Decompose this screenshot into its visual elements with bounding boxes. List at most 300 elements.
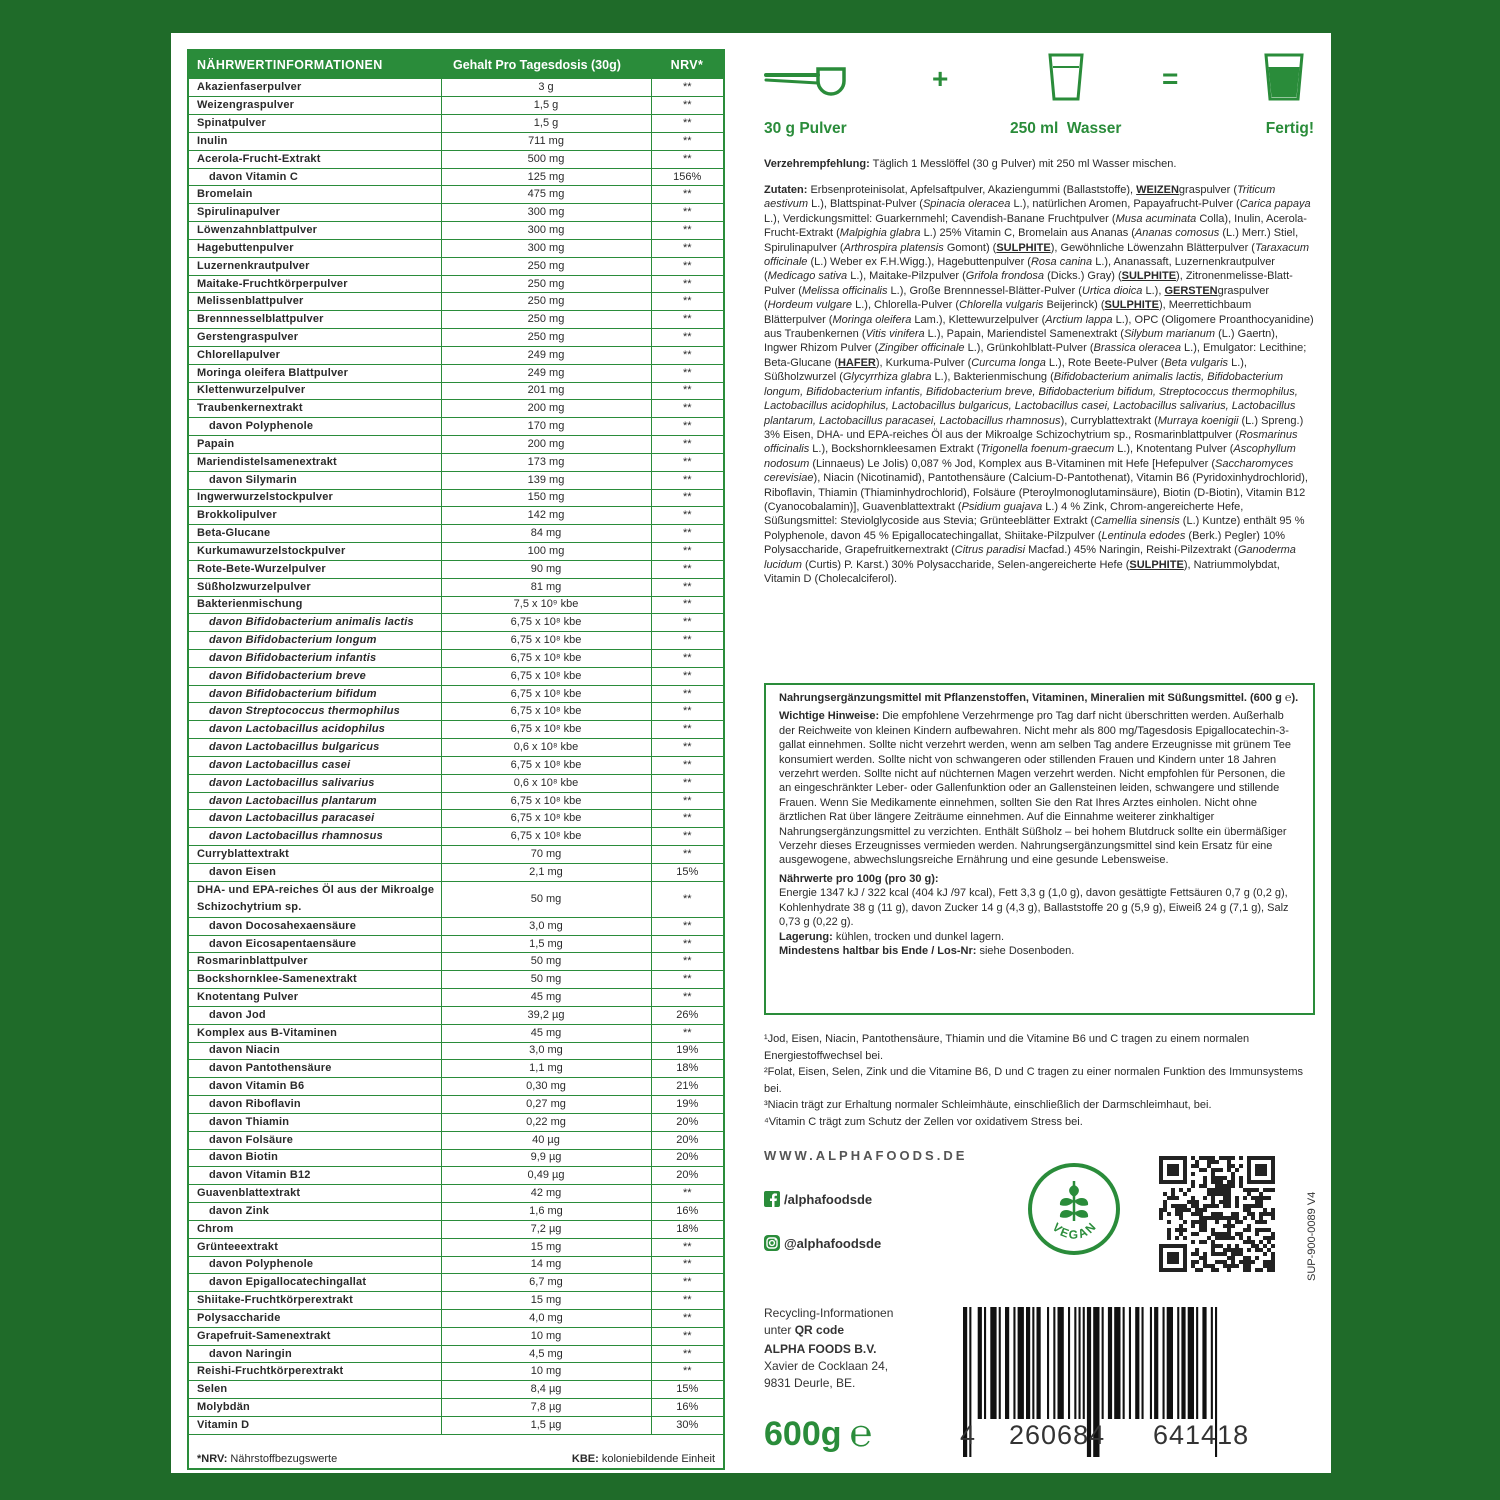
nutrient-nrv: ** [651, 471, 723, 489]
nutrient-nrv: ** [651, 97, 723, 115]
table-row [189, 953, 723, 971]
nutrient-nrv: ** [651, 881, 723, 917]
nutrient-amount: 14 mg [441, 1256, 651, 1274]
nutrient-nrv: 15% [651, 863, 723, 881]
nutrient-name: Grapefruit-Samenextrakt [189, 1327, 441, 1345]
table-row [189, 1060, 723, 1078]
table-row [189, 275, 723, 293]
table-row [189, 846, 723, 864]
nutrient-name: davon Bifidobacterium animalis lactis [189, 614, 441, 632]
nutrient-nrv: 20% [651, 1167, 723, 1185]
claim-1: ¹Jod, Eisen, Niacin, Pantothensäure, Thiamin und die Vitamine B6 und C tragen zu einem normalen Energiestoffwechsel bei. [764, 1033, 1250, 1062]
nutrient-nrv: ** [651, 792, 723, 810]
nutrient-nrv: ** [651, 257, 723, 275]
nutrient-amount: 500 mg [441, 150, 651, 168]
estimate-sign-icon: ℮ [849, 1413, 873, 1455]
nutrient-name: Traubenkernextrakt [189, 400, 441, 418]
svg-text:VEGAN: VEGAN [1049, 1218, 1100, 1242]
nutrient-name: davon Naringin [189, 1345, 441, 1363]
nutrient-nrv: ** [651, 650, 723, 668]
nutrient-name: davon Vitamin B6 [189, 1078, 441, 1096]
nutrient-nrv: ** [651, 453, 723, 471]
nutrient-amount: 1,1 mg [441, 1060, 651, 1078]
nutrient-name: davon Folsäure [189, 1131, 441, 1149]
nutrient-amount: 1,6 mg [441, 1203, 651, 1221]
table-row [189, 971, 723, 989]
nutrient-name: davon Bifidobacterium infantis [189, 650, 441, 668]
nutrient-nrv: ** [651, 436, 723, 454]
nutrient-name: Grünteeextrakt [189, 1238, 441, 1256]
nutrient-amount: 200 mg [441, 400, 651, 418]
nutrient-nrv: ** [651, 115, 723, 133]
warnings: Wichtige Hinweise: Die empfohlene Verzehrmenge pro Tag darf nicht überschritten werden. Außerhalb der Reichweite von kleinen Kindern aufbewahren. Nicht mehr als 800 mg/Tagesdosis Epigallocatechin-3-gallat einnehmen. Sollte nicht verzehrt werden, wenn am selben Tag andere Erzeugnisse mit grünem Tee konsumiert werden. Sollte nicht von schwangeren oder stillenden Frauen und Kindern unter 18 Jahren verzehrt werden. Sollte nicht auf nüchternen Magen verzehrt werden. Nicht empfohlen für Personen, die an eingeschränkter Leber- oder Gallenfunktion oder an Gallensteinen leiden, schwangere und stillende Frauen. Wenn Sie Medikamente einnehmen, sollten Sie den Rat Ihres Arztes einholen. Nicht ohne ärztlichen Rat über längere Zeiträume einnehmen. Auf die Einnahme weiterer zinkhaltiger Nahrungsergänzungsmittel zu verzichten. Enthält Süßholz – bei hohem Blutdruck sollte ein übermäßiger Verzehr dieses Erzeugnisses vermieden werden. Nahrungsergänzungsmittel sind kein Ersatz für eine ausgewogene, abwechslungsreiche Ernährung und eine gesunde Lebensweise. [779, 710, 1291, 867]
table-row [189, 257, 723, 275]
nutrient-name: Chlorellapulver [189, 346, 441, 364]
nutrient-amount: 0,6 x 10⁸ kbe [441, 739, 651, 757]
nutrient-name: davon Vitamin B12 [189, 1167, 441, 1185]
table-row [189, 115, 723, 133]
done-label: Fertig! [1265, 120, 1314, 137]
nutrient-amount: 2,1 mg [441, 863, 651, 881]
nutrient-name: Kurkumawurzelstockpulver [189, 543, 441, 561]
product-description: Nahrungsergänzungsmittel mit Pflanzenstoffen, Vitaminen, Mineralien mit Süßungsmittel. (600 g ℮). [779, 692, 1299, 704]
nutrition-table [187, 49, 725, 1470]
nutrient-amount: 50 mg [441, 881, 651, 917]
table-row [189, 1024, 723, 1042]
nutrient-name: Bockshornklee-Samenextrakt [189, 971, 441, 989]
table-row [189, 1363, 723, 1381]
nutrient-amount: 50 mg [441, 971, 651, 989]
nutrient-amount: 4,0 mg [441, 1309, 651, 1327]
nutrient-name: Rote-Bete-Wurzelpulver [189, 560, 441, 578]
nutrient-amount: 6,75 x 10⁸ kbe [441, 632, 651, 650]
nutrient-name: Bromelain [189, 186, 441, 204]
table-row [189, 881, 723, 917]
nutrient-name: Bakterienmischung [189, 596, 441, 614]
nutrient-amount: 150 mg [441, 489, 651, 507]
nutrient-amount: 84 mg [441, 525, 651, 543]
label-sheet [171, 33, 1331, 1473]
table-row [189, 1203, 723, 1221]
nutrient-name: Acerola-Frucht-Extrakt [189, 150, 441, 168]
nutrient-nrv: ** [651, 132, 723, 150]
nutrient-nrv: ** [651, 685, 723, 703]
nutrient-name: Ingwerwurzelstockpulver [189, 489, 441, 507]
table-row [189, 703, 723, 721]
nutrient-nrv: ** [651, 756, 723, 774]
facebook-link[interactable]: /alphafoodsde [764, 1191, 872, 1207]
table-row [189, 1309, 723, 1327]
nutrient-amount: 250 mg [441, 329, 651, 347]
nutrient-amount: 249 mg [441, 364, 651, 382]
nutrient-nrv: ** [651, 293, 723, 311]
nutrient-name: davon Lactobacillus casei [189, 756, 441, 774]
nutrient-nrv: ** [651, 703, 723, 721]
nutrient-amount: 250 mg [441, 311, 651, 329]
storage: Lagerung: kühlen, trocken und dunkel lagern. [779, 930, 1005, 943]
nutrient-name: Klettenwurzelpulver [189, 382, 441, 400]
nutrient-name: davon Vitamin C [189, 168, 441, 186]
nutrient-nrv: ** [651, 560, 723, 578]
nutrient-amount: 250 mg [441, 257, 651, 275]
nutrient-nrv: 18% [651, 1060, 723, 1078]
table-row [189, 525, 723, 543]
nutrient-name: davon Polyphenole [189, 1256, 441, 1274]
table-row [189, 578, 723, 596]
table-row [189, 311, 723, 329]
barcode-digits-2: 260684 [1009, 1420, 1106, 1450]
nutrient-name: davon Lactobacillus paracasei [189, 810, 441, 828]
nutrient-nrv: 30% [651, 1416, 723, 1434]
nutrient-name: Melissenblattpulver [189, 293, 441, 311]
table-row [189, 685, 723, 703]
nutrient-nrv: ** [651, 989, 723, 1007]
nutrient-amount: 139 mg [441, 471, 651, 489]
table-row [189, 507, 723, 525]
table-row [189, 810, 723, 828]
nutrient-amount: 10 mg [441, 1363, 651, 1381]
nutrient-name: davon Biotin [189, 1149, 441, 1167]
nutrient-name: Inulin [189, 132, 441, 150]
nutrient-name: Knotentang Pulver [189, 989, 441, 1007]
health-claims [764, 1031, 1314, 1130]
qr-code[interactable] [1159, 1151, 1275, 1277]
table-row [189, 1238, 723, 1256]
table-row [189, 792, 723, 810]
table-row [189, 1416, 723, 1434]
table-row [189, 471, 723, 489]
nutrient-nrv: 15% [651, 1381, 723, 1399]
nutrient-amount: 0,22 mg [441, 1113, 651, 1131]
nutrient-nrv: ** [651, 917, 723, 935]
nutrition-rows [189, 79, 723, 1434]
nutrient-nrv: ** [651, 810, 723, 828]
table-row [189, 721, 723, 739]
nutrient-name: davon Bifidobacterium bifidum [189, 685, 441, 703]
nutrient-amount: 6,75 x 10⁸ kbe [441, 721, 651, 739]
nutrient-name: davon Silymarin [189, 471, 441, 489]
info-column [764, 33, 1318, 1473]
table-row [189, 667, 723, 685]
nutrient-name: Luzernenkrautpulver [189, 257, 441, 275]
table-row [189, 596, 723, 614]
nutrient-amount: 142 mg [441, 507, 651, 525]
nutrient-nrv: ** [651, 1292, 723, 1310]
nutrient-amount: 4,5 mg [441, 1345, 651, 1363]
table-row [189, 756, 723, 774]
nutrient-amount: 45 mg [441, 989, 651, 1007]
nutrition-values: Nährwerte pro 100g (pro 30 g): Energie 1347 kJ / 322 kcal (404 kJ /97 kcal), Fett 3,3 g (1,0 g), davon gesättigte Fettsäuren 0,7 g (0,2 g), Kohlenhydrate 38 g (11 g), davon Zucker 14 g (4,3 g), Ballaststoffe 20 g (5,9 g), Eiweiß 24 g (7,1 g), Salz 0,73 g (0,22 g). [779, 872, 1289, 929]
nutrient-amount: 475 mg [441, 186, 651, 204]
claim-3: ³Niacin trägt zur Erhaltung normaler Schleimhäute, einschließlich der Darmschleimhaut, bei. [764, 1099, 1212, 1111]
nutrient-nrv: 16% [651, 1203, 723, 1221]
nutrient-name: Akazienfaserpulver [189, 79, 441, 97]
nutrient-name: davon Jod [189, 1006, 441, 1024]
nutrient-nrv: ** [651, 507, 723, 525]
header-name: NÄHRWERTINFORMATIONEN [189, 51, 441, 79]
vegan-seal-icon [1026, 1161, 1122, 1257]
nutrient-amount: 6,75 x 10⁸ kbe [441, 703, 651, 721]
barcode-digits-3: 641418 [1153, 1420, 1250, 1450]
table-row [189, 1399, 723, 1417]
nutrient-nrv: ** [651, 525, 723, 543]
nutrient-name: Maitake-Fruchtkörperpulver [189, 275, 441, 293]
nutrient-amount: 300 mg [441, 204, 651, 222]
nutrient-nrv: ** [651, 1185, 723, 1203]
table-row [189, 1042, 723, 1060]
table-row [189, 632, 723, 650]
table-row [189, 774, 723, 792]
nutrient-nrv: ** [651, 774, 723, 792]
table-row [189, 382, 723, 400]
equals-sign: = [1162, 63, 1179, 94]
nutrient-name: davon Lactobacillus bulgaricus [189, 739, 441, 757]
recommendation: Verzehrempfehlung: Täglich 1 Messlöffel (30 g Pulver) mit 250 ml Wasser mischen. [764, 158, 1177, 170]
nutrient-name: davon Streptococcus thermophilus [189, 703, 441, 721]
table-row [189, 97, 723, 115]
nutrient-amount: 300 mg [441, 239, 651, 257]
nutrient-nrv: ** [651, 222, 723, 240]
powder-label: 30 g Pulver [764, 120, 847, 137]
nutrient-amount: 6,75 x 10⁸ kbe [441, 685, 651, 703]
nutrient-amount: 100 mg [441, 543, 651, 561]
sup-code: SUP-900-0089 V4 [1306, 1191, 1318, 1281]
nutrient-amount: 201 mg [441, 382, 651, 400]
nutrient-nrv: ** [651, 275, 723, 293]
nutrient-nrv: ** [651, 632, 723, 650]
table-row [189, 132, 723, 150]
nutrient-amount: 6,75 x 10⁸ kbe [441, 828, 651, 846]
table-row [189, 204, 723, 222]
table-row [189, 1078, 723, 1096]
nutrient-amount: 40 µg [441, 1131, 651, 1149]
table-row [189, 1345, 723, 1363]
nutrient-nrv: ** [651, 1345, 723, 1363]
table-row [189, 828, 723, 846]
table-row [189, 739, 723, 757]
nutrient-nrv: 20% [651, 1131, 723, 1149]
nutrient-amount: 7,8 µg [441, 1399, 651, 1417]
nutrient-nrv: ** [651, 578, 723, 596]
nutrient-amount: 0,27 mg [441, 1096, 651, 1114]
nutrient-name: Guavenblattextrakt [189, 1185, 441, 1203]
recycling-info: Recycling-Informationen unter QR code [764, 1306, 894, 1337]
nutrient-amount: 250 mg [441, 293, 651, 311]
nutrient-name: davon Epigallocatechingallat [189, 1274, 441, 1292]
table-row [189, 1256, 723, 1274]
nutrient-nrv: ** [651, 239, 723, 257]
table-row [189, 935, 723, 953]
nutrient-name: Vitamin D [189, 1416, 441, 1434]
nutrient-name: Brennnesselblattpulver [189, 311, 441, 329]
nutrient-nrv: ** [651, 721, 723, 739]
nutrient-amount: 1,5 g [441, 115, 651, 133]
nutrient-name: Weizengraspulver [189, 97, 441, 115]
claim-2: ²Folat, Eisen, Selen, Zink und die Vitamine B6, D und C tragen zu einer normalen Funktion des Immunsystems bei. [764, 1066, 1304, 1095]
nutrient-amount: 15 mg [441, 1292, 651, 1310]
nutrient-name: Selen [189, 1381, 441, 1399]
nutrient-amount: 0,6 x 10⁸ kbe [441, 774, 651, 792]
table-row [189, 1131, 723, 1149]
nutrient-nrv: ** [651, 971, 723, 989]
nutrient-nrv: 21% [651, 1078, 723, 1096]
table-row [189, 560, 723, 578]
nutrient-nrv: ** [651, 828, 723, 846]
nutrient-nrv: ** [651, 1363, 723, 1381]
nutrient-name: Hagebuttenpulver [189, 239, 441, 257]
nutrient-nrv: ** [651, 935, 723, 953]
table-row [189, 329, 723, 347]
nutrient-amount: 6,75 x 10⁸ kbe [441, 614, 651, 632]
nutrient-nrv: 16% [651, 1399, 723, 1417]
nutrient-nrv: ** [651, 400, 723, 418]
table-row [189, 222, 723, 240]
nutrient-nrv: ** [651, 186, 723, 204]
nutrient-amount: 1,5 g [441, 97, 651, 115]
table-row [189, 79, 723, 97]
facebook-icon [764, 1191, 780, 1207]
info-box [764, 683, 1315, 1015]
nutrient-name: Moringa oleifera Blattpulver [189, 364, 441, 382]
nutrient-amount: 249 mg [441, 346, 651, 364]
nutrient-amount: 8,4 µg [441, 1381, 651, 1399]
nutrient-amount: 173 mg [441, 453, 651, 471]
nutrient-nrv: ** [651, 1309, 723, 1327]
nutrient-amount: 0,30 mg [441, 1078, 651, 1096]
nutrient-amount: 90 mg [441, 560, 651, 578]
nutrient-nrv: 19% [651, 1096, 723, 1114]
nutrient-name: DHA- und EPA-reiches Öl aus der Mikroalge Schizochytrium sp. [189, 881, 441, 917]
nutrient-amount: 15 mg [441, 1238, 651, 1256]
nutrient-amount: 6,75 x 10⁸ kbe [441, 667, 651, 685]
nutrient-name: Chrom [189, 1220, 441, 1238]
nutrient-name: davon Lactobacillus plantarum [189, 792, 441, 810]
table-row [189, 1220, 723, 1238]
table-row [189, 614, 723, 632]
nutrient-name: Shiitake-Fruchtkörperextrakt [189, 1292, 441, 1310]
nutrient-nrv: ** [651, 739, 723, 757]
nutrient-name: Spinatpulver [189, 115, 441, 133]
table-row [189, 1327, 723, 1345]
table-row [189, 293, 723, 311]
nutrient-name: Löwenzahnblattpulver [189, 222, 441, 240]
nutrient-nrv: 156% [651, 168, 723, 186]
nutrient-name: Beta-Glucane [189, 525, 441, 543]
nutrient-amount: 125 mg [441, 168, 651, 186]
table-row [189, 1006, 723, 1024]
nutrient-name: davon Thiamin [189, 1113, 441, 1131]
nutrient-nrv: ** [651, 1274, 723, 1292]
nutrient-amount: 3 g [441, 79, 651, 97]
nutrient-name: Polysaccharide [189, 1309, 441, 1327]
nutrient-amount: 6,75 x 10⁸ kbe [441, 756, 651, 774]
company-address: ALPHA FOODS B.V. Xavier de Cocklaan 24, 9831 Deurle, BE. [764, 1342, 889, 1390]
nutrient-amount: 6,7 mg [441, 1274, 651, 1292]
nutrient-amount: 3,0 mg [441, 1042, 651, 1060]
nutrient-name: Spirulinapulver [189, 204, 441, 222]
nutrient-nrv: 20% [651, 1113, 723, 1131]
instagram-link[interactable]: @alphafoodsde [764, 1235, 881, 1251]
header-nrv: NRV* [651, 51, 723, 79]
table-row [189, 989, 723, 1007]
nutrient-amount: 7,2 µg [441, 1220, 651, 1238]
net-weight: 600g ℮ [764, 1413, 873, 1455]
nutrient-nrv: ** [651, 953, 723, 971]
nutrient-nrv: 19% [651, 1042, 723, 1060]
nutrient-name: davon Lactobacillus rhamnosus [189, 828, 441, 846]
filled-glass-icon [1264, 53, 1304, 101]
nutrient-name: Curryblattextrakt [189, 846, 441, 864]
nutrient-amount: 6,75 x 10⁸ kbe [441, 792, 651, 810]
nutrient-name: Gerstengraspulver [189, 329, 441, 347]
nutrient-amount: 39,2 µg [441, 1006, 651, 1024]
table-row [189, 863, 723, 881]
table-row [189, 543, 723, 561]
nutrient-nrv: ** [651, 418, 723, 436]
nutrient-nrv: ** [651, 614, 723, 632]
table-row [189, 400, 723, 418]
nutrient-name: davon Polyphenole [189, 418, 441, 436]
barcode-digit-1: 4 [960, 1420, 976, 1450]
table-row [189, 186, 723, 204]
table-row [189, 436, 723, 454]
nutrient-nrv: ** [651, 846, 723, 864]
nutrient-name: davon Eicosapentaensäure [189, 935, 441, 953]
nutrient-nrv: ** [651, 329, 723, 347]
ingredients-text: Zutaten: Erbsenproteinisolat, Apfelsaftpulver, Akaziengummi (Ballaststoffe), WEIZENgraspulver (Triticum aestivum L.), Blattspinat-Pulver (Spinacia oleracea L.), natürlichen Aromen, Papayafrucht-Pulver (Carica papaya L.), Verdickungsmittel: Guarkernmehl; Cavendish-Banane Fruchtpulver (Musa acuminata Colla), Inulin, Acerola-Frucht-Extrakt (Malpighia glabra L.) 25% Vitamin C, Bromelain aus Ananas (Ananas comosus (L.) Merr.) Stiel, Spirulinapulver (Arthrospira platensis Gomont) (SULPHITE), Gewöhnliche Löwenzahn Blätterpulver (Taraxacum officinale (L.) Weber ex F.H.Wigg.), Hagebuttenpulver (Rosa canina L.), Ananassaft, Luzernenkrautpulver (Medicago sativa L.), Maitake-Pilzpulver (Grifola frondosa (Dicks.) Gray) (SULPHITE), Zitronenmelisse-Blatt-Pulver (Melissa officinalis L.), Große Brennnessel-Blätter-Pulver (Urtica dioica L.), GERSTENgraspulver (Hordeum vulgare L.), Chlorella-Pulver (Chlorella vulgaris Beijerinck) (SULPHITE), Meerrettichbaum Blätterpulver (Moringa oleifera Lam.), Klettewurzelpulver (Arctium lappa L.), OPC (Oligomere Proanthocyanidine) aus Traubenkernen (Vitis vinifera L.), Papain, Mariendistel Samenextrakt (Silybum marianum (L.) Gaertn), Ingwer Rhizom Pulver (Zingiber officinale L.), Grünkohlblatt-Pulver (Brassica oleracea L.), Emulgator: Lecithine; Beta-Glucane (HAFER), Kurkuma-Pulver (Curcuma longa L.), Rote Beete-Pulver (Beta vulgaris L.), Süßholzwurzel (Glycyrrhiza glabra L.), Bakterienmischung (Bifidobacterium animalis lactis, Bifidobacterium longum, Bifidobacterium infantis, Bifidobacterium breve, Bifidobacterium bifidum, Streptococcus thermophilus, Lactobacillus acidophilus, Lactobacillus bulgaricus, Lactobacillus casei, Lactobacillus salivarius, Lactobacillus plantarum, Lactobacillus paracasei, Lactobacillus rhamnosus), Curryblattextrakt (Murraya koenigii (L.) Spreng.) 3% Eisen, DHA- und EPA-reiches Öl aus der Mikroalge Schizochytrium sp., Rosmarinblattpulver (Rosmarinus officinalis L.), Bockshornkleesamen Extrakt (Trigonella foenum-graecum L.), Knotentang Pulver (Ascophyllum nodosum (Linnaeus) Le Jolis) 0,087 % Jod, Komplex aus B-Vitaminen mit Hefe [Hefepulver (Saccharomyces cerevisiae), Niacin (Nicotinamid), Pantothensäure (Calcium-D-Pantothenat), Vitamin B6 (Pyridoxinhydrochlorid), Riboflavin, Thiamin (Thiaminhydrochlorid), Folsäure (Pteroylmonoglutaminsäure), Biotin (D-Biotin), Vitamin B12 (Cyanocobalamin)], Guavenblattextrakt (Psidium guajava L.) 4 % Zink, Chrom-angereicherte Hefe, Süßungsmittel: Steviolglycoside aus Stevia; Grünteeblätter Extrakt (Camellia sinensis (L.) Kuntze) enthält 95 % Polyphenole, davon 45 % Epigallocatechingallat, Shiitake-Pilzpulver (Lentinula edodes (Berk.) Pegler) 10% Polysaccharide, Grapefruitkernextrakt (Citrus paradisi Macfad.) 45% Naringin, Reishi-Pilzextrakt (Ganoderma lucidum (Curtis) P. Karst.) 30% Polysaccharide, Selen-angereicherte Hefe (SULPHITE), Natriummolybdat, Vitamin D (Cholecalciferol). [764, 184, 1314, 585]
nutrient-name: Brokkolipulver [189, 507, 441, 525]
website-link[interactable]: WWW.ALPHAFOODS.DE [764, 1148, 968, 1163]
table-row [189, 239, 723, 257]
table-row [189, 650, 723, 668]
nutrient-nrv: ** [651, 596, 723, 614]
nutrient-nrv: ** [651, 346, 723, 364]
table-row [189, 1381, 723, 1399]
nutrient-name: Reishi-Fruchtkörperextrakt [189, 1363, 441, 1381]
nutrient-name: davon Eisen [189, 863, 441, 881]
nutrient-amount: 300 mg [441, 222, 651, 240]
table-row [189, 917, 723, 935]
nutrient-nrv: ** [651, 382, 723, 400]
nutrient-name: Mariendistelsamenextrakt [189, 453, 441, 471]
nutrient-amount: 70 mg [441, 846, 651, 864]
nutrient-nrv: ** [651, 311, 723, 329]
nutrient-amount: 170 mg [441, 418, 651, 436]
table-row [189, 1292, 723, 1310]
nutrient-amount: 81 mg [441, 578, 651, 596]
nutrient-nrv: ** [651, 1024, 723, 1042]
nutrient-name: Komplex aus B-Vitaminen [189, 1024, 441, 1042]
table-row [189, 453, 723, 471]
table-row [189, 1167, 723, 1185]
table-row [189, 1185, 723, 1203]
nutrient-amount: 10 mg [441, 1327, 651, 1345]
nutrient-amount: 42 mg [441, 1185, 651, 1203]
claim-4: ⁴Vitamin C trägt zum Schutz der Zellen vor oxidativem Stress bei. [764, 1115, 1083, 1128]
nutrient-name: davon Lactobacillus salivarius [189, 774, 441, 792]
table-row [189, 1274, 723, 1292]
nutrient-name: Süßholzwurzelpulver [189, 578, 441, 596]
nutrient-amount: 0,49 µg [441, 1167, 651, 1185]
nutrient-name: davon Bifidobacterium breve [189, 667, 441, 685]
nrv-legend: *NRV: Nährstoffbezugswerte [197, 1452, 338, 1465]
plus-sign: + [932, 63, 949, 94]
header-amount: Gehalt Pro Tagesdosis (30g) [441, 51, 651, 79]
nutrient-nrv: ** [651, 364, 723, 382]
nutrient-nrv: ** [651, 543, 723, 561]
nutrient-nrv: ** [651, 1327, 723, 1345]
nutrient-amount: 1,5 µg [441, 1416, 651, 1434]
